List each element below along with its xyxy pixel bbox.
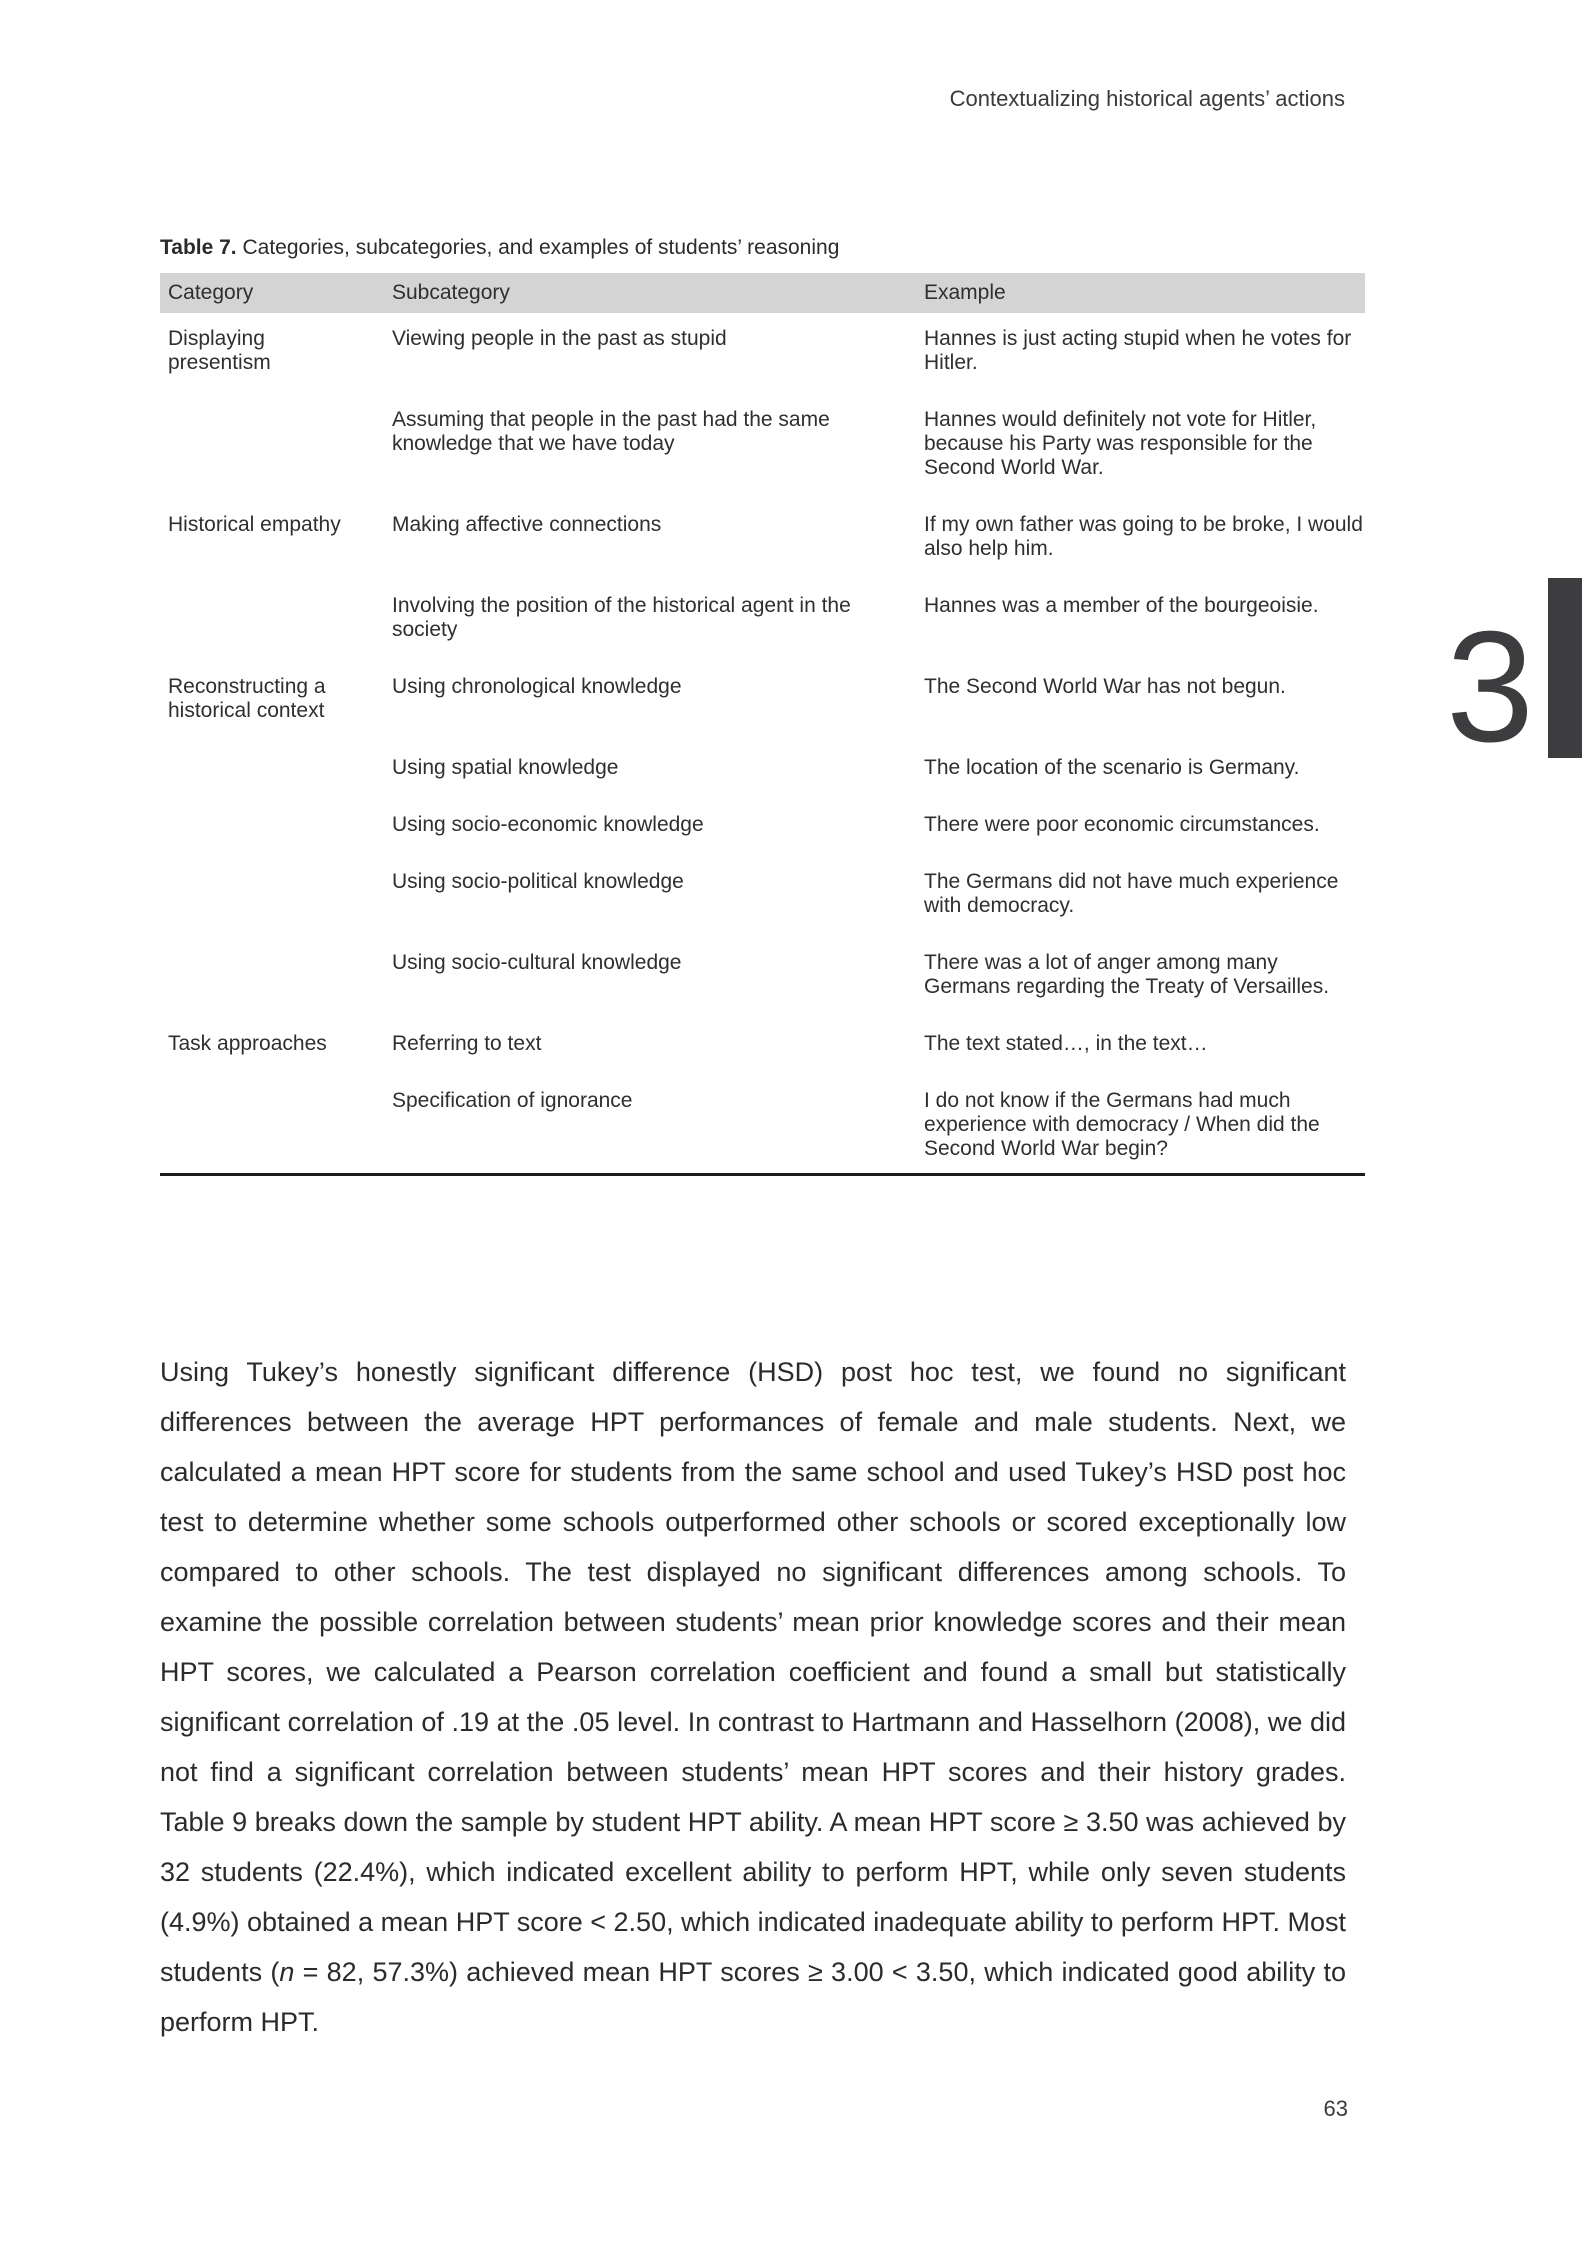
table-row [160, 675, 1365, 756]
table-row [160, 870, 1365, 951]
italic-variable-n: n [279, 1957, 295, 1987]
cell-example: The Germans did not have much experience with democracy. [924, 870, 1339, 917]
table-row [160, 813, 1365, 870]
table-row [160, 756, 1365, 813]
chapter-number: 3 [1446, 599, 1534, 775]
cell-category [160, 951, 384, 1032]
table-row [160, 513, 1365, 594]
cell-subcategory: Viewing people in the past as stupid [392, 327, 727, 350]
column-header-subcategory: Subcategory [384, 273, 916, 313]
table-row [160, 313, 1365, 408]
cell-subcategory: Specification of ignorance [392, 1089, 633, 1112]
cell-category: Task approaches [168, 1032, 327, 1055]
cell-example: The text stated…, in the text… [924, 1032, 1208, 1055]
cell-category: Displaying presentism [168, 327, 271, 374]
cell-example: Hannes was a member of the bourgeoisie. [924, 594, 1319, 617]
cell-subcategory: Assuming that people in the past had the same knowledge that we have today [392, 408, 830, 455]
paragraph-text: Using Tukey’s honestly significant difference (HSD) post hoc test, we found no significant differences between the average HPT performances of female and male students. Next, we calculated a mean HPT score for students from the same school and used Tukey’s HSD post hoc test to determine whether some schools outperformed other schools or scored exceptionally low compared to other schools. The test displayed no significant differences among schools. To examine the possible correlation between students’ mean prior knowledge scores and their mean HPT scores, we calculated a Pearson correlation coefficient and found a small but statistically significant correlation of .19 at the .05 level. In contrast to Hartmann and Hasselhorn (2008), we did not find a significant correlation between students’ mean HPT scores and their history grades. Table 9 breaks down the sample by student HPT ability. A mean HPT score ≥ 3.50 was achieved by 32 students (22.4%), which indicated excellent ability to perform HPT, while only seven students (4.9%) obtained a mean HPT score < 2.50, which indicated inadequate ability to perform HPT. Most students ( [160, 1357, 1346, 1987]
cell-example: There were poor economic circumstances. [924, 813, 1320, 836]
table-header-row [160, 273, 1365, 313]
table-row [160, 1032, 1365, 1089]
table-caption [160, 236, 1365, 260]
cell-example: The Second World War has not begun. [924, 675, 1286, 698]
cell-category: Reconstructing a historical context [168, 675, 326, 722]
cell-category [160, 594, 384, 675]
cell-example: Hannes is just acting stupid when he votes for Hitler. [924, 327, 1352, 374]
cell-subcategory: Using socio-economic knowledge [392, 813, 704, 836]
body-paragraph [160, 1347, 1346, 2047]
page-number: 63 [1323, 2096, 1348, 2121]
cell-category [160, 756, 384, 813]
table-caption-text: Categories, subcategories, and examples of students’ reasoning [236, 236, 840, 259]
table-header [160, 273, 1365, 313]
table-row [160, 1089, 1365, 1175]
cell-subcategory: Using spatial knowledge [392, 756, 619, 779]
cell-category: Historical empathy [168, 513, 341, 536]
table-row [160, 951, 1365, 1032]
table-body [160, 313, 1365, 1175]
paragraph-text: = 82, 57.3%) achieved mean HPT scores ≥ 3.00 < 3.50, which indicated good ability to perform HPT. [160, 1957, 1346, 2037]
column-header-category: Category [160, 273, 384, 313]
cell-category [160, 813, 384, 870]
cell-example: Hannes would definitely not vote for Hitler, because his Party was responsible for the Second World War. [924, 408, 1317, 479]
table-section [160, 236, 1365, 1176]
table-row [160, 408, 1365, 513]
cell-subcategory: Using socio-cultural knowledge [392, 951, 682, 974]
table-caption-label: Table 7. [160, 236, 237, 259]
cell-category [160, 408, 384, 513]
cell-subcategory: Using chronological knowledge [392, 675, 682, 698]
cell-subcategory: Involving the position of the historical agent in the society [392, 594, 851, 641]
running-header: Contextualizing historical agents’ actions [949, 86, 1345, 111]
cell-subcategory: Referring to text [392, 1032, 542, 1055]
cell-subcategory: Using socio-political knowledge [392, 870, 684, 893]
cell-example: The location of the scenario is Germany. [924, 756, 1300, 779]
cell-subcategory: Making affective connections [392, 513, 662, 536]
cell-example: There was a lot of anger among many Germans regarding the Treaty of Versailles. [924, 951, 1330, 998]
cell-example: I do not know if the Germans had much experience with democracy / When did the Second World War begin? [924, 1089, 1320, 1160]
categories-table [160, 273, 1365, 1176]
column-header-example: Example [916, 273, 1365, 313]
cell-example: If my own father was going to be broke, I would also help him. [924, 513, 1363, 560]
chapter-tab-bar [1548, 578, 1582, 758]
cell-category [160, 1089, 384, 1175]
cell-category [160, 870, 384, 951]
table-row [160, 594, 1365, 675]
